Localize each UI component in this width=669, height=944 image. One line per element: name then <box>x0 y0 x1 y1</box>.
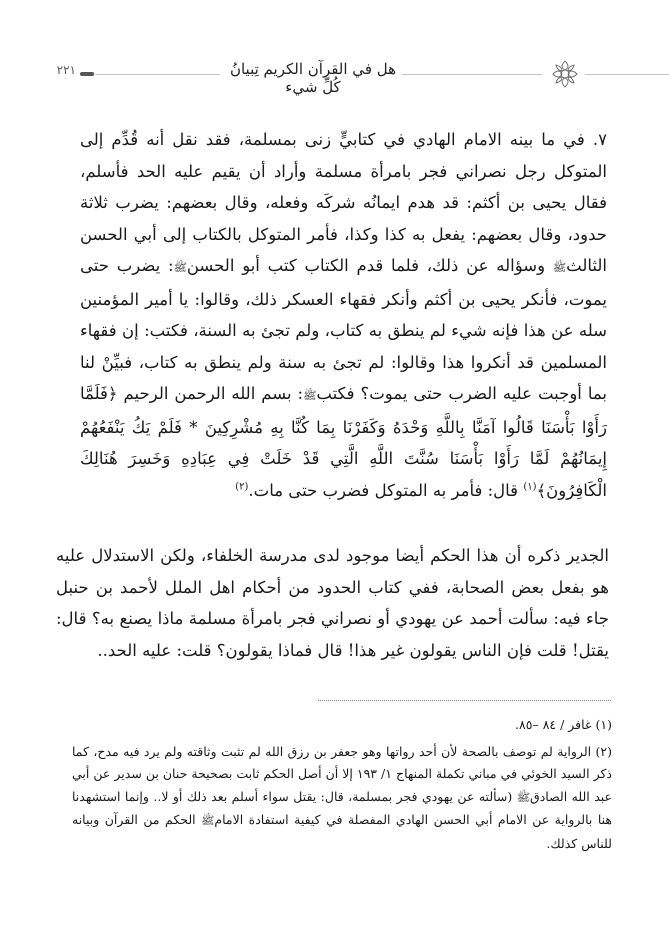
footnote-1 <box>72 714 612 737</box>
footnote-text: (سألته عن يهودي فجر بمسلمة، قال: يقتل سواء أسلم بعد ذلك أو لا.. وإنما استشهدنا هنا بالرواية عن الامام أبي الحسن الهادي المفصلة في كيفية استفادة الامام <box>72 788 612 827</box>
header-rule-left <box>95 74 220 75</box>
honorific-symbol: ﷺ <box>303 389 317 402</box>
quran-verse: ﴿فَلَمَّا رَأَوْا بَأْسَنَا قَالُوا آمَنَّا بِاللَّهِ وَحْدَهُ وَكَفَرْنَا بِمَا كُنَّا بِهِ مُشْرِكِينَ * فَلَمْ يَكُ يَنْفَعُهُمْ إِيمَانُهُمْ لَمَّا رَأَوْا بَأْسَنَا سُنَّتَ اللَّهِ الَّتِي قَدْ خَلَتْ فِي عِبَادِهِ وَخَسِرَ هُنَالِكَ الْكَافِرُونَ﴾ <box>80 384 607 500</box>
item-text: في ما بينه الامام الهادي في كتابيٍّ زنى بمسلمة، فقد نقل أنه قُدِّم إلى المتوكل رجل نصراني فجر بامرأة مسلمة وأراد أن يقيم عليه الحد فأسلم، فقال يحيى بن أكثم: قد هدم ايمانُه شركَه وفعله، وقال بعضهم: يضرب ثلاثة حدود، وقال بعضهم: يفعل به كذا وكذا، فأمر المتوكل بالكتاب إلى أبي الحسن الثالث <box>80 130 607 275</box>
item-number: ٧. <box>592 130 607 149</box>
footnote-ref-1[interactable]: (١) <box>523 481 537 492</box>
honorific-symbol: ﷺ <box>201 814 215 827</box>
footnote-2 <box>72 741 612 856</box>
honorific-symbol: ﷺ <box>552 261 567 274</box>
numbered-item-7 <box>80 124 607 506</box>
footnotes <box>72 714 612 859</box>
item-text: : بسم الله الرحمن الرحيم <box>117 384 304 403</box>
footnote-text: الرواية لم توصف بالصحة لأن أحد رواتها وهو جعفر بن رزق الله لم تثبت وثاقته ولم يرد فيه مدح، كما ذكر السيد الخوئي في مباني تكملة المنهاج ١/ ١٩٣ إلا أن أصل الحكم ثابت بصحيحة حنان بن سدير عن أبي عبد الله الصادق <box>72 743 613 804</box>
honorific-symbol: ﷺ <box>173 261 187 274</box>
header-rule-mid <box>402 74 542 75</box>
paragraph-2: الجدير ذكره أن هذا الحكم أيضا موجود لدى مدرسة الخلفاء، ولكن الاستدلال عليه هو بفعل بعض الصحابة، ففي كتاب الحدود من أحكام اهل الملل لأحمد بن حنبل جاء فيه: سألت أحمد عن يهودي أو نصراني فجر بامرأة مسلمة ماذا يصنع به؟ قال: يقتل! قلت فإن الناس يقولون غير هذا! قال فماذا يقولون؟ قلت: عليه الحد.. <box>56 546 609 660</box>
footnote-marker: (١) <box>595 717 612 732</box>
header-rule-right <box>585 74 669 75</box>
footnote-text: الحكم من القرآن وبيانه للناس كذلك. <box>72 812 612 851</box>
page-header <box>0 52 669 96</box>
page-number: ٢٢١ <box>56 63 76 77</box>
footnote-separator <box>318 700 611 701</box>
footnote-marker: (٢) <box>595 743 612 759</box>
rosette-ornament-icon <box>550 58 580 90</box>
item-text: : يضرب حتى يموت، فأنكر يحيى بن أكثم وأنكر فقهاء العسكر ذلك، وقالوا: يا أمير المؤمنين سله عن هذا فإنه شيء لم ينطق به كتاب، ولم تجئ به السنة، فكتب: إن فقهاء المسلمين قد أنكروا هذا وقالوا: لم تجئ به سنة ولم ينطق به كتاب، فبيِّنْ لنا بما أوجبت عليه الضرب حتى يموت؟ فكتب <box>80 256 607 403</box>
honorific-symbol: ﷺ <box>516 790 531 804</box>
footnote-text: غافر / ٨٤ –٨٥. <box>515 717 592 732</box>
footnote-ref-2[interactable]: (٢) <box>235 481 249 492</box>
page-number-arrow-icon <box>80 72 94 76</box>
item-text: قال: فأمر به المتوكل فضرب حتى مات. <box>248 480 524 500</box>
item-text: وسؤاله عن ذلك، فلما قدم الكتاب كتب أبو الحسن <box>186 256 553 275</box>
running-title: هل في القرآن الكريم تِبيانُ كُلِّ شيء <box>229 60 397 96</box>
